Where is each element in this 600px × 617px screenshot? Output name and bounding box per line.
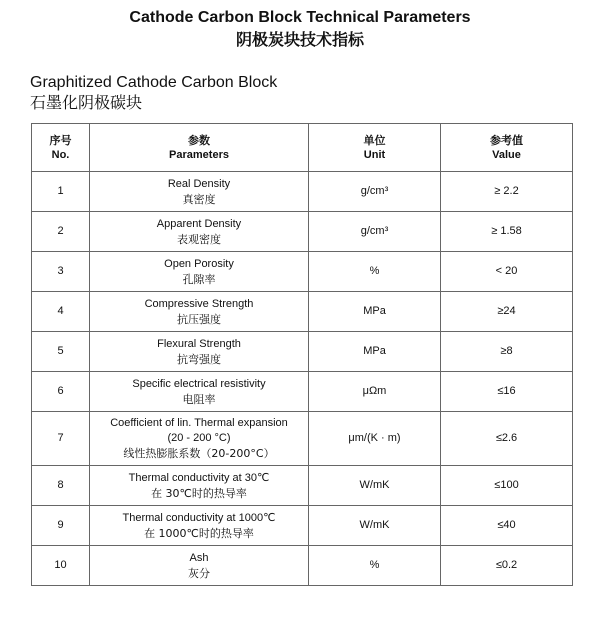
header-no — [32, 124, 90, 172]
unit-cell: % — [309, 252, 441, 292]
parameter-name-cn: 在 30℃时的热导率 — [151, 486, 247, 500]
section-title: Graphitized Cathode Carbon Block — [30, 74, 278, 91]
value-cell: ≤0.2 — [441, 546, 573, 586]
document-title-chinese: 阴极炭块技术指标 — [235, 30, 364, 49]
parameter-cell — [90, 212, 309, 252]
parameter-cell — [90, 412, 309, 466]
parameter-name-cn: 抗压强度 — [177, 312, 221, 326]
table-header-row — [32, 124, 573, 172]
table-row — [32, 252, 573, 292]
parameter-cell — [90, 332, 309, 372]
section-title-chinese: 石墨化阴极碳块 — [30, 93, 143, 112]
table-row — [32, 466, 573, 506]
parameters-table — [31, 123, 573, 586]
parameter-name-en: Real Density — [167, 177, 231, 190]
value-cell: ≤2.6 — [441, 412, 573, 466]
header-parameters — [90, 124, 309, 172]
header-no-en: No. — [51, 148, 70, 161]
unit-cell: W/mK — [309, 506, 441, 546]
parameter-cell — [90, 292, 309, 332]
parameter-name-cn: 灰分 — [188, 566, 210, 580]
row-number: 4 — [32, 292, 90, 332]
row-number: 10 — [32, 546, 90, 586]
unit-cell: % — [309, 546, 441, 586]
parameter-name-cn: 表观密度 — [177, 232, 221, 246]
row-number: 1 — [32, 172, 90, 212]
value-cell: ≥24 — [441, 292, 573, 332]
table-row — [32, 412, 573, 466]
parameter-name-cn: 电阻率 — [182, 392, 216, 406]
header-no-cn: 序号 — [49, 133, 72, 147]
value-cell: < 20 — [441, 252, 573, 292]
header-parameters-cn: 参数 — [188, 133, 210, 147]
row-number: 9 — [32, 506, 90, 546]
parameter-name-en: Compressive Strength — [144, 297, 254, 310]
parameter-name-en: Coefficient of lin. Thermal expansion — [110, 417, 288, 429]
unit-cell: g/cm³ — [309, 212, 441, 252]
table-row — [32, 332, 573, 372]
parameter-name-en: Apparent Density — [156, 217, 242, 230]
table-row — [32, 372, 573, 412]
parameter-name-en: Flexural Strength — [157, 337, 241, 350]
parameter-name-cn: 真密度 — [182, 192, 216, 206]
table-row — [32, 506, 573, 546]
row-number: 3 — [32, 252, 90, 292]
unit-cell: g/cm³ — [309, 172, 441, 212]
parameter-name-en: Thermal conductivity at 30℃ — [128, 471, 270, 484]
parameter-name-cn: 在 1000℃时的热导率 — [144, 526, 254, 540]
header-value — [441, 124, 573, 172]
header-parameters-en: Parameters — [169, 148, 229, 161]
row-number: 8 — [32, 466, 90, 506]
value-cell: ≤100 — [441, 466, 573, 506]
parameter-name-en: Open Porosity — [164, 257, 234, 270]
header-unit-cn: 单位 — [363, 133, 386, 147]
unit-cell: MPa — [309, 292, 441, 332]
parameter-cell — [90, 466, 309, 506]
row-number: 5 — [32, 332, 90, 372]
value-cell: ≥ 2.2 — [441, 172, 573, 212]
row-number: 6 — [32, 372, 90, 412]
value-cell: ≤40 — [441, 506, 573, 546]
parameter-name-en: Ash — [189, 551, 209, 564]
value-cell: ≥ 1.58 — [441, 212, 573, 252]
table-row — [32, 546, 573, 586]
header-value-cn: 参考值 — [490, 133, 523, 147]
parameter-range-en: (20 - 200 °C) — [167, 432, 231, 444]
table-row — [32, 172, 573, 212]
header-unit — [309, 124, 441, 172]
unit-cell: W/mK — [309, 466, 441, 506]
parameter-name-cn: 线性热膨胀系数（20-200°C） — [123, 447, 275, 460]
parameter-cell — [90, 546, 309, 586]
parameter-cell — [90, 372, 309, 412]
row-number: 7 — [32, 412, 90, 466]
parameter-name-cn: 抗弯强度 — [177, 352, 221, 366]
parameter-cell — [90, 506, 309, 546]
parameter-cell — [90, 172, 309, 212]
parameter-cell — [90, 252, 309, 292]
unit-cell: μΩm — [309, 372, 441, 412]
table-row — [32, 292, 573, 332]
header-unit-en: Unit — [363, 148, 386, 161]
document-title: Cathode Carbon Block Technical Parameters — [129, 9, 471, 26]
unit-cell: μm/(K · m) — [309, 412, 441, 466]
unit-cell: MPa — [309, 332, 441, 372]
parameter-name-en: Thermal conductivity at 1000℃ — [122, 511, 276, 524]
parameter-name-cn: 孔隙率 — [182, 272, 216, 286]
row-number: 2 — [32, 212, 90, 252]
parameter-name-en: Specific electrical resistivity — [132, 377, 266, 390]
value-cell: ≤16 — [441, 372, 573, 412]
table-row — [32, 212, 573, 252]
header-value-en: Value — [492, 148, 521, 161]
value-cell: ≥8 — [441, 332, 573, 372]
